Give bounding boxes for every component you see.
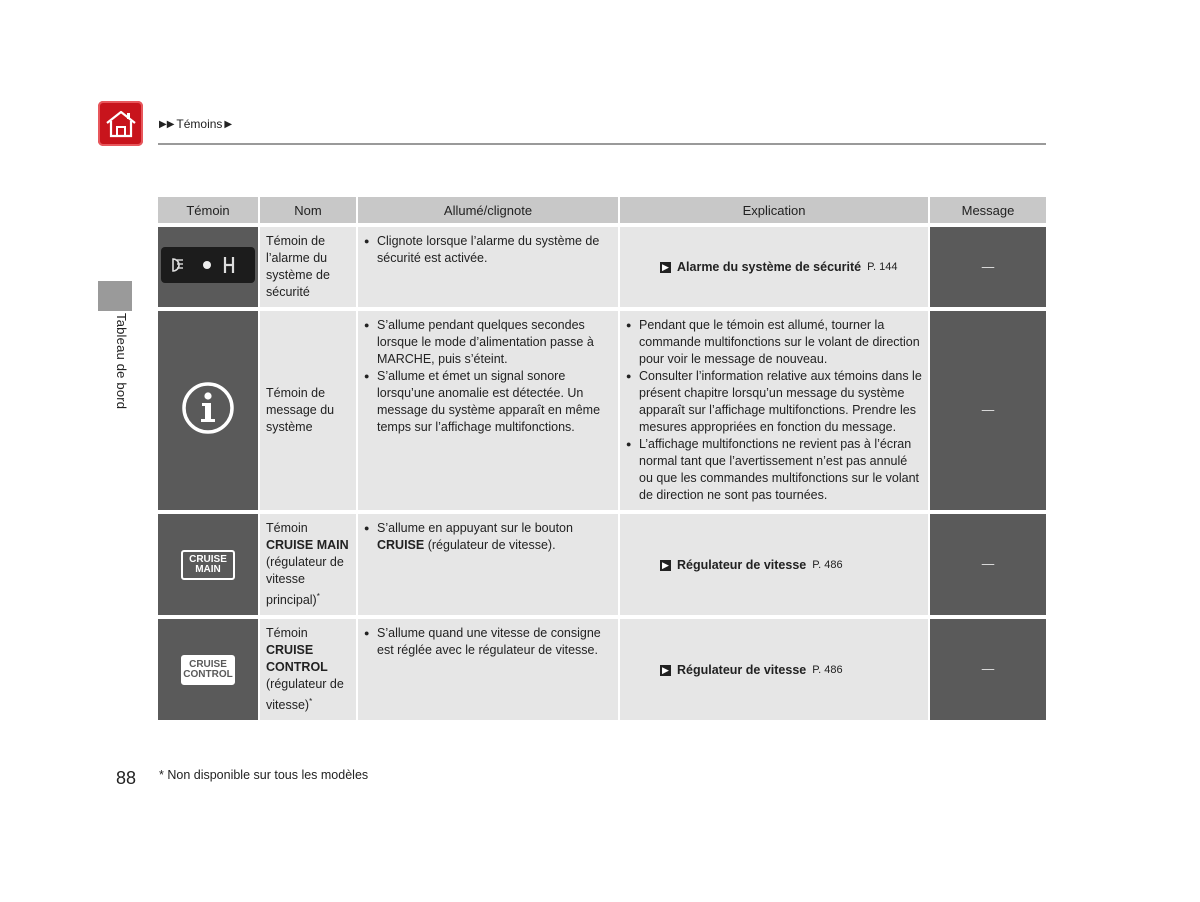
security-alarm-icon (159, 243, 257, 287)
name-suffix: (régulateur de vitesse) (266, 677, 344, 713)
home-icon (104, 109, 138, 139)
page-number: 88 (116, 768, 137, 788)
footnote-marker: * (316, 592, 320, 601)
status-item: ● S’allume pendant quelques secondes lorsque le mode d’alimentation passe à MARCHE, puis s’éteint. (364, 317, 612, 368)
info-circle-icon (180, 380, 236, 436)
reference-arrow-icon: ▶ (660, 560, 671, 571)
name-bold: CRUISE MAIN (266, 538, 349, 552)
name-bold: CRUISE CONTROL (266, 643, 328, 675)
reference-page: P. 486 (812, 558, 843, 571)
indicator-explanation (620, 311, 928, 510)
name-prefix: Témoin (266, 521, 308, 535)
page-reference-link[interactable] (660, 662, 843, 679)
home-button[interactable] (98, 101, 143, 146)
explanation-item: ● L’affichage multifonctions ne revient pas à l’écran normal tant que l’avertissement n’est pas annulé ou que les commandes multifonctions sur le volant de direction ne sont pas tournées. (626, 436, 922, 504)
cruise-main-icon (181, 550, 235, 580)
breadcrumb (159, 117, 232, 131)
indicator-explanation (620, 227, 928, 307)
reference-page: P. 486 (812, 663, 843, 676)
indicator-name: Témoin de l’alarme du système de sécurité (260, 227, 356, 307)
reference-label: Alarme du système de sécurité (677, 260, 862, 274)
indicator-cell (158, 619, 258, 720)
column-header: Témoin (158, 197, 258, 223)
side-tab-label: Tableau de bord (114, 313, 129, 410)
indicator-cell (158, 514, 258, 615)
side-tab-marker[interactable] (98, 281, 132, 311)
indicator-status (358, 227, 618, 307)
table-header-row (158, 197, 1046, 223)
breadcrumb-link[interactable]: Témoins (176, 117, 223, 131)
indicator-status (358, 311, 618, 510)
explanation-item: ● Consulter l’information relative aux témoins dans le présent chapitre lorsqu’un message du système apparaît sur l’affichage multifonctions. Prendre les mesures appropriées en fonction du message. (626, 368, 922, 436)
indicator-explanation (620, 514, 928, 615)
footnote-marker: * (309, 697, 313, 707)
column-header: Explication (620, 197, 928, 223)
table-row (158, 311, 1046, 510)
table-row (158, 619, 1046, 720)
status-item (364, 520, 612, 554)
status-item: ● S’allume et émet un signal sonore lorsqu’une anomalie est détectée. Un message du système apparaît en même temps sur l’affichage multifonctions. (364, 368, 612, 436)
page-reference-link[interactable] (660, 557, 843, 574)
reference-label: Régulateur de vitesse (677, 662, 807, 677)
name-suffix: (régulateur de vitesse principal) (266, 555, 344, 608)
indicator-message: — (930, 227, 1046, 307)
column-header: Allumé/clignote (358, 197, 618, 223)
icon-text: CRUISE (189, 553, 227, 565)
icon-text: CRUISE (189, 658, 227, 670)
indicator-cell (158, 311, 258, 510)
name-prefix: Témoin (266, 626, 308, 641)
status-bold: CRUISE (377, 538, 425, 552)
indicator-name (260, 619, 356, 720)
icon-text: MAIN (195, 563, 221, 575)
reference-arrow-icon: ▶ (660, 262, 671, 273)
reference-page: P. 144 (867, 261, 898, 273)
status-item: ● S’allume quand une vitesse de consigne est réglée avec le régulateur de vitesse. (364, 625, 612, 659)
breadcrumb-arrow-icon: ▶ (224, 118, 233, 130)
table-row (158, 514, 1046, 615)
indicator-name (260, 514, 356, 615)
footnote: * Non disponible sur tous les modèles (159, 768, 369, 782)
indicator-status (358, 514, 618, 615)
indicator-message: — (930, 514, 1046, 615)
icon-text: CONTROL (183, 668, 233, 680)
indicator-table (156, 197, 1048, 720)
indicator-explanation (620, 619, 928, 720)
status-prefix: S’allume en appuyant sur le bouton (377, 521, 573, 535)
breadcrumb-arrow-icon: ▶▶ (159, 118, 175, 130)
reference-label: Régulateur de vitesse (677, 557, 807, 572)
indicator-cell (158, 227, 258, 307)
status-suffix: (régulateur de vitesse). (427, 538, 556, 552)
status-item: ● Clignote lorsque l’alarme du système de sécurité est activée. (364, 233, 612, 267)
header-divider (158, 143, 1046, 145)
indicator-name: Témoin de message du système (260, 311, 356, 510)
indicator-message: — (930, 619, 1046, 720)
table-row (158, 227, 1046, 307)
indicator-message: — (930, 311, 1046, 510)
cruise-control-icon (181, 655, 235, 685)
reference-arrow-icon: ▶ (660, 665, 671, 676)
page-reference-link[interactable] (660, 259, 898, 276)
explanation-item: ● Pendant que le témoin est allumé, tourner la commande multifonctions sur le volant de direction pour voir le message de nouveau. (626, 317, 922, 368)
indicator-status (358, 619, 618, 720)
column-header: Message (930, 197, 1046, 223)
column-header: Nom (260, 197, 356, 223)
